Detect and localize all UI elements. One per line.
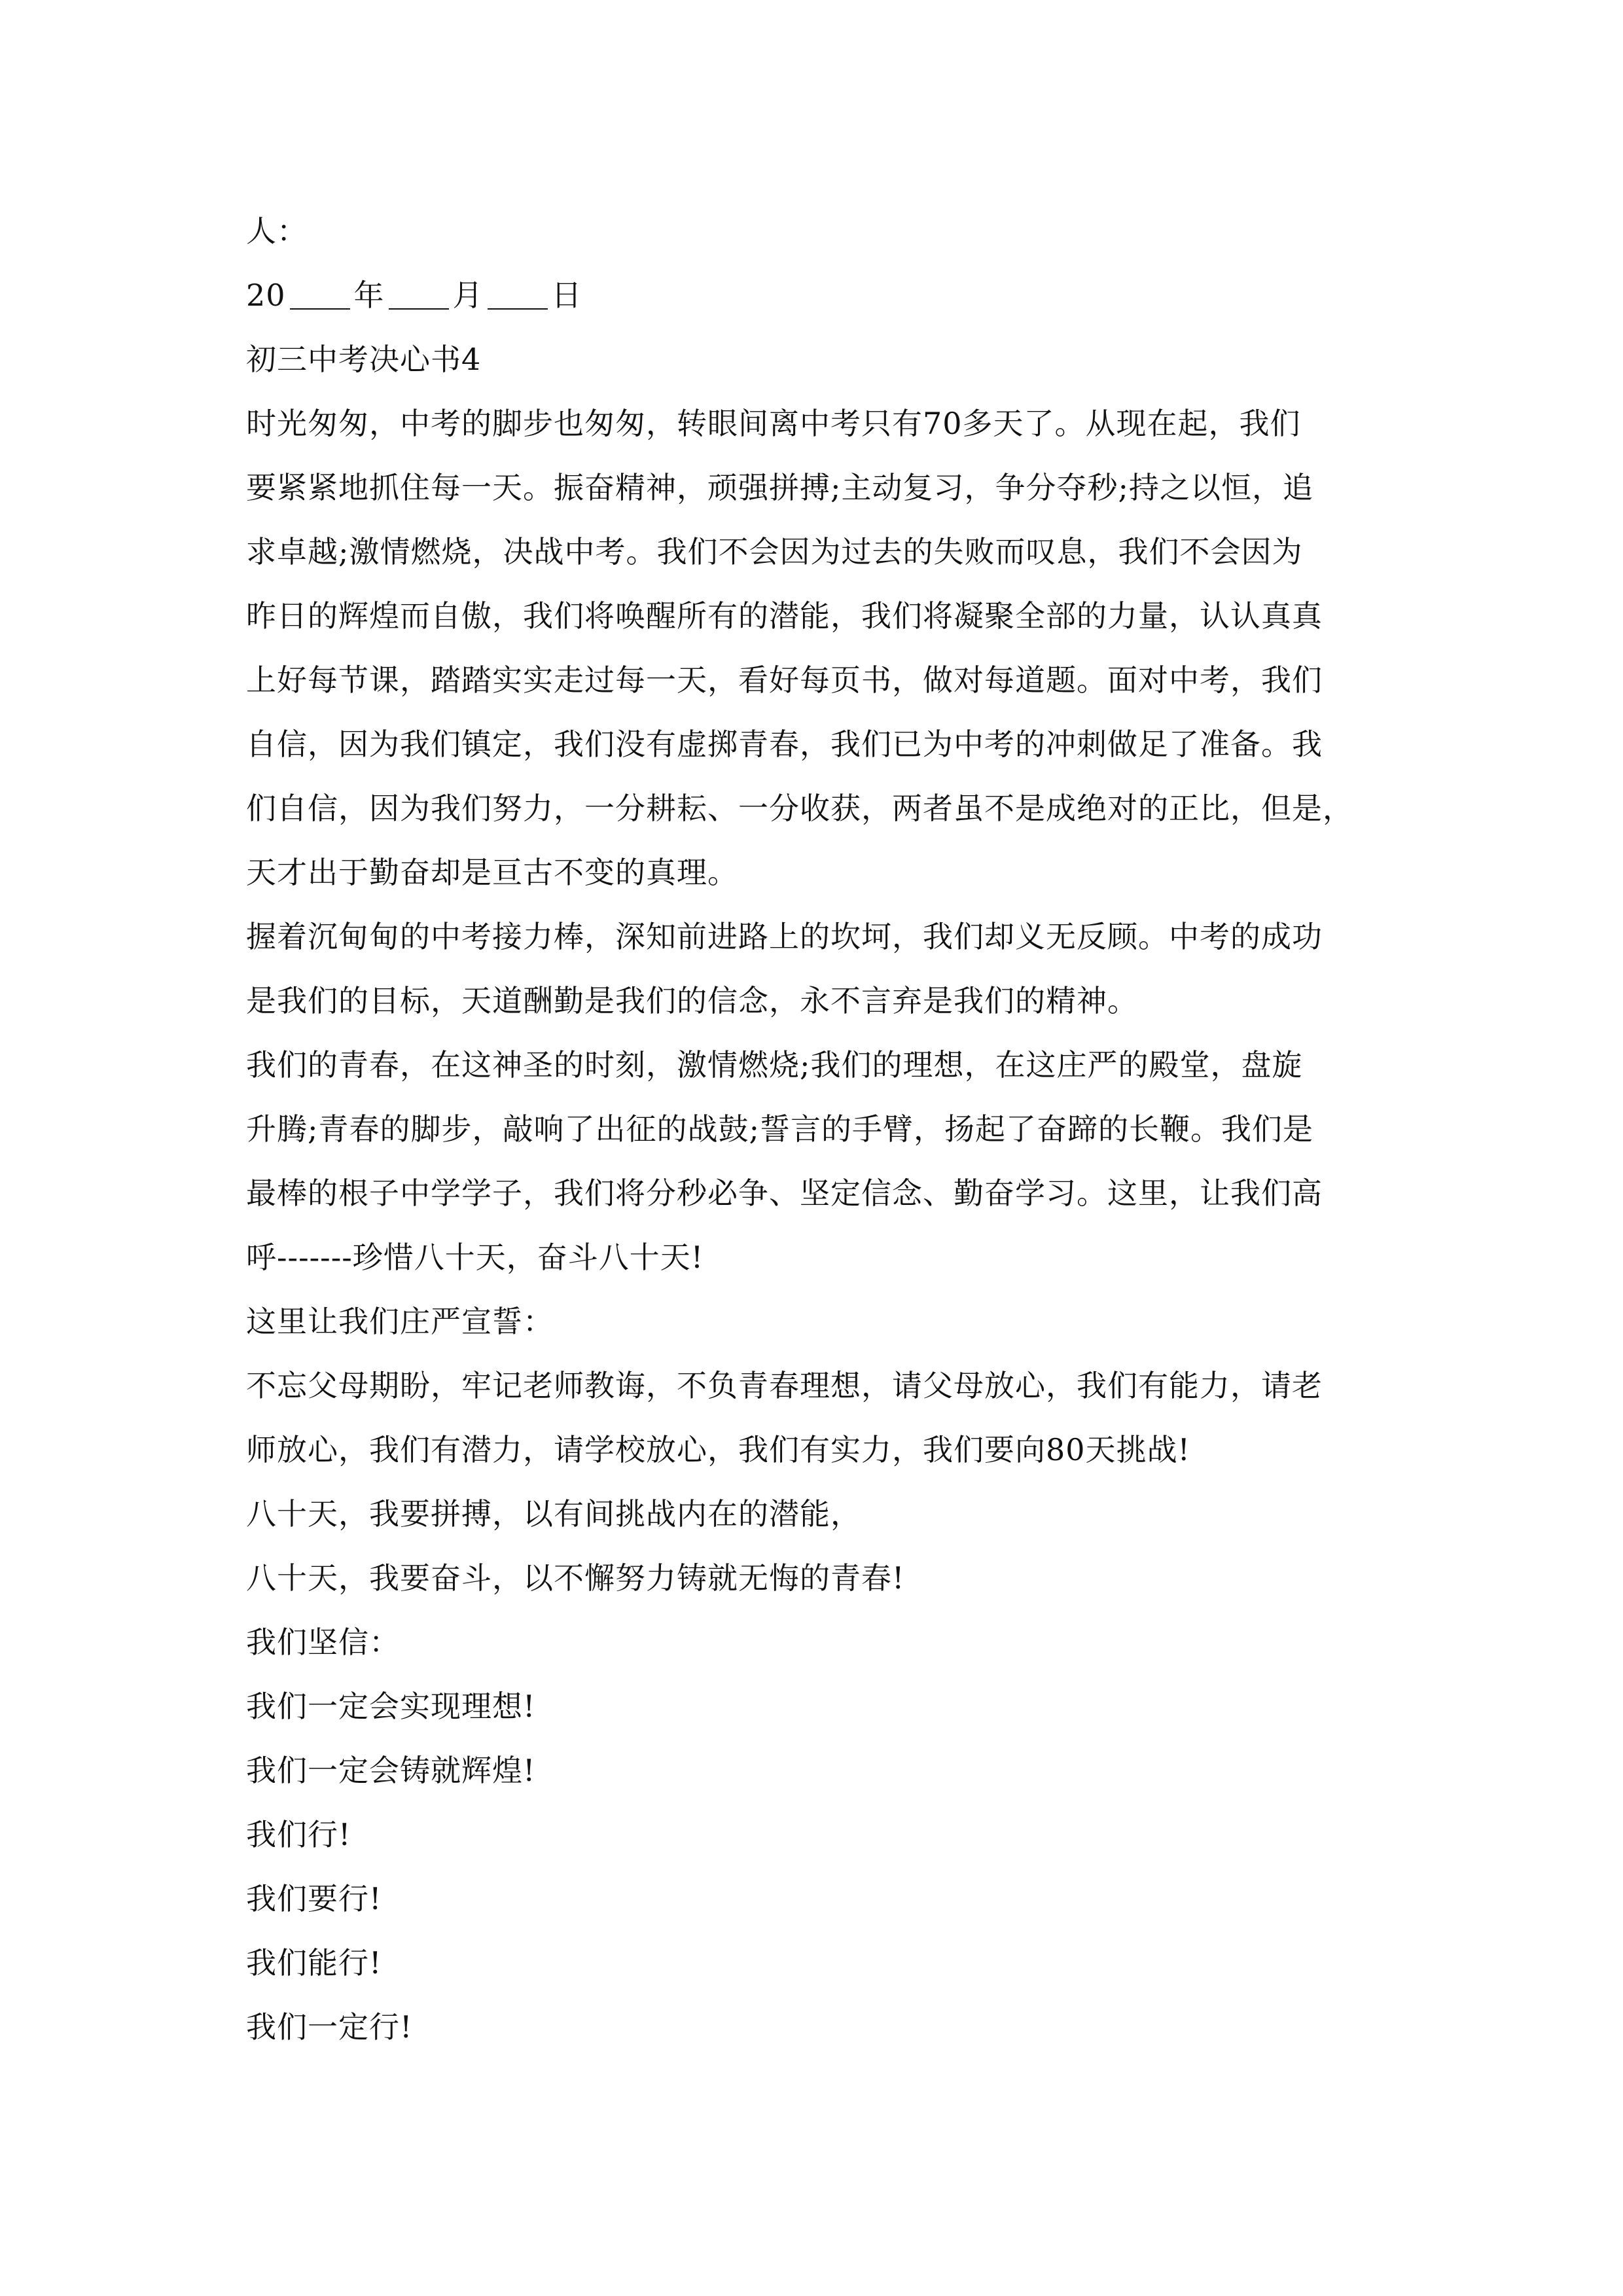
date-line — [246, 263, 1382, 327]
paragraph-line: 我们要行! — [246, 1881, 382, 1916]
paragraph-line: 求卓越;激情燃烧，决战中考。我们不会因为过去的失败而叹息，我们不会因为 — [246, 534, 1303, 569]
paragraph-line: 我们能行! — [246, 1945, 382, 1981]
paragraph-line: 我们坚信： — [246, 1624, 400, 1660]
paragraph-line: 这里让我们庄严宣誓： — [246, 1304, 554, 1339]
month-blank — [389, 278, 449, 310]
paragraph-line: 最棒的根子中学学子，我们将分秒必争、坚定信念、勤奋学习。这里，让我们高 — [246, 1175, 1323, 1211]
date-prefix: 20 — [246, 278, 286, 313]
paragraph-line: 升腾;青春的脚步，敲响了出征的战鼓;誓言的手臂，扬起了奋蹄的长鞭。我们是 — [246, 1111, 1313, 1147]
day-blank — [488, 278, 548, 310]
paragraph-line: 我们一定会铸就辉煌! — [246, 1753, 536, 1788]
paragraph-line: 八十天，我要奋斗，以不懈努力铸就无悔的青春! — [246, 1560, 905, 1596]
year-label: 年 — [353, 278, 385, 313]
paragraph-line: 师放心，我们有潜力，请学校放心，我们有实力，我们要向80天挑战! — [246, 1432, 1191, 1467]
year-blank — [290, 278, 350, 310]
paragraph-line: 握着沉甸甸的中考接力棒，深知前进路上的坎坷，我们却义无反顾。中考的成功 — [246, 919, 1323, 954]
paragraph-line: 我们行! — [246, 1817, 351, 1852]
paragraph-line: 上好每节课，踏踏实实走过每一天，看好每页书，做对每道题。面对中考，我们 — [246, 662, 1323, 698]
paragraph-line: 要紧紧地抓住每一天。振奋精神，顽强拼搏;主动复习，争分夺秒;持之以恒，追 — [246, 470, 1313, 505]
signer-line: 人： — [246, 213, 308, 249]
paragraph-line: 我们一定行! — [246, 2009, 413, 2045]
paragraph-line: 我们一定会实现理想! — [246, 1689, 536, 1724]
month-label: 月 — [452, 278, 484, 313]
paragraph-line: 我们的青春，在这神圣的时刻，激情燃烧;我们的理想，在这庄严的殿堂，盘旋 — [246, 1047, 1303, 1083]
paragraph-line: 自信，因为我们镇定，我们没有虚掷青春，我们已为中考的冲刺做足了准备。我 — [246, 726, 1323, 762]
day-label: 日 — [551, 278, 582, 313]
paragraph-line: 是我们的目标，天道酬勤是我们的信念，永不言弃是我们的精神。 — [246, 983, 1138, 1018]
paragraph-line: 们自信，因为我们努力，一分耕耘、一分收获，两者虽不是成绝对的正比，但是， — [246, 791, 1353, 826]
paragraph-line: 呼-------珍惜八十天，奋斗八十天! — [246, 1240, 704, 1275]
paragraph-line: 昨日的辉煌而自傲，我们将唤醒所有的潜能，我们将凝聚全部的力量，认认真真 — [246, 598, 1323, 634]
paragraph-line: 时光匆匆，中考的脚步也匆匆，转眼间离中考只有70多天了。从现在起，我们 — [246, 406, 1301, 441]
paragraph-line: 天才出于勤奋却是亘古不变的真理。 — [246, 855, 738, 890]
document-body — [246, 199, 1382, 2059]
paragraph-line: 八十天，我要拼搏，以有间挑战内在的潜能， — [246, 1496, 861, 1532]
section-title: 初三中考决心书4 — [246, 342, 482, 377]
paragraph-line: 不忘父母期盼，牢记老师教诲，不负青春理想，请父母放心，我们有能力，请老 — [246, 1368, 1323, 1403]
